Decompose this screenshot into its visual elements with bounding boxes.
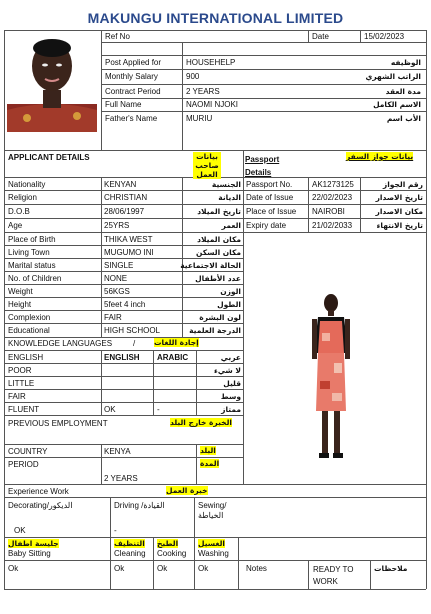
lang-fluent-ar: ممتاز: [221, 405, 241, 414]
living-town-value: MUGUMO INI: [104, 248, 154, 257]
country-value: KENYA: [104, 447, 131, 456]
contract-label-ar: مدة العقد: [385, 87, 421, 96]
issue-date-label: Date of Issue: [246, 193, 294, 202]
children-label: No. of Children: [8, 274, 62, 283]
languages-title-ar: إجادة اللغات: [154, 338, 199, 347]
ref-no-label: Ref No: [105, 32, 130, 41]
complexion-value: FAIR: [104, 313, 122, 322]
age-label: Age: [8, 221, 23, 230]
country-label-ar: البلد: [200, 446, 216, 455]
birth-place-value: THIKA WEST: [104, 235, 153, 244]
salary-value: 900: [186, 72, 200, 81]
birth-place-label-ar: مكان الميلاد: [197, 235, 241, 244]
marital-status-label: Marital status: [8, 261, 56, 270]
applicant-details-title: APPLICANT DETAILS: [8, 153, 90, 162]
passport-details-title: Passport Details: [245, 155, 280, 177]
full-body-photo: [306, 293, 356, 463]
period-label: PERIOD: [8, 460, 39, 469]
expiry-date-label-ar: تاريخ الانتهاء: [376, 221, 423, 230]
living-town-label: Living Town: [8, 248, 50, 257]
lang-poor-label: POOR: [8, 366, 32, 375]
height-label: Height: [8, 300, 32, 309]
period-label-ar: المدة: [200, 459, 220, 468]
lang-poor-ar: لا شيء: [214, 366, 241, 375]
lang-col-english: ENGLISH: [104, 353, 140, 362]
baby-sitting-value: Ok: [8, 564, 19, 573]
weight-label: Weight: [8, 287, 33, 296]
height-value: 5feet 4 inch: [104, 300, 146, 309]
experience-title: Experience Work: [8, 487, 69, 496]
lang-fair-ar: وسط: [220, 392, 241, 401]
age-value: 25YRS: [104, 221, 130, 230]
birth-place-label: Place of Birth: [8, 235, 56, 244]
dob-label: D.O.B: [8, 207, 30, 216]
weight-label-ar: الوزن: [220, 287, 241, 296]
marital-status-value: SINGLE: [104, 261, 134, 270]
salary-label: Monthly Salary: [105, 72, 158, 81]
expiry-date-label: Expiry date: [246, 221, 287, 230]
portrait-photo: [7, 32, 97, 132]
previous-employment-ar: الخبرة خارج البلد: [170, 418, 232, 427]
nationality-label-ar: الجنسية: [211, 180, 241, 189]
education-label: Educational: [8, 326, 50, 335]
nationality-label: Nationality: [8, 180, 46, 189]
religion-label-ar: الديانة: [218, 193, 241, 202]
contract-value: 2 YEARS: [186, 87, 220, 96]
previous-employment-label: PREVIOUS EMPLOYMENT: [8, 419, 108, 428]
marital-status-label-ar: الحالة الاجتماعية: [180, 261, 241, 270]
lang-col-arabic: ARABIC: [157, 353, 189, 362]
children-value: NONE: [104, 274, 128, 283]
experience-title-ar: خبرة العمل: [166, 486, 208, 495]
complexion-label-ar: لون البشرة: [199, 313, 241, 322]
dob-label-ar: تاريخ الميلاد: [197, 207, 241, 216]
notes-value: READY TO WORK: [313, 565, 354, 586]
washing-value: Ok: [198, 564, 209, 573]
complexion-label: Complexion: [8, 313, 51, 322]
passport-no-label-ar: رقم الجواز: [382, 180, 423, 189]
cleaning-label: Cleaning: [114, 549, 146, 558]
issue-place-label-ar: مكان الاصدار: [375, 207, 423, 216]
driving-value: -: [114, 526, 117, 535]
lang-fluent-arabic: -: [157, 405, 160, 414]
lang-fluent-label: FLUENT: [8, 405, 40, 414]
father-name-label: Father's Name: [105, 114, 158, 123]
date-value: 15/02/2023: [364, 32, 405, 41]
lang-little-label: LITTLE: [8, 379, 35, 388]
languages-title: KNOWLEDGE LANGUAGES: [8, 339, 113, 348]
father-name-label-ar: الأب اسم: [386, 114, 421, 123]
education-label-ar: الدرجة العلمية: [189, 326, 241, 335]
living-town-label-ar: مكان السكن: [196, 248, 241, 257]
cooking-value: Ok: [157, 564, 168, 573]
expiry-date-value: 21/02/2033: [312, 221, 353, 230]
religion-value: CHRISTIAN: [104, 193, 148, 202]
sewing-label: Sewing/ الخياطة: [198, 501, 227, 520]
cleaning-ar: التنظيف: [114, 539, 145, 548]
age-label-ar: العمر: [221, 221, 241, 230]
education-value: HIGH SCHOOL: [104, 326, 161, 335]
dob-value: 28/06/1997: [104, 207, 145, 216]
date-label: Date: [312, 32, 329, 41]
father-name-value: MURIU: [186, 114, 213, 123]
applicant-details-title-ar: بيانات صاحب العمل: [193, 152, 221, 179]
issue-place-value: NAIROBI: [312, 207, 345, 216]
full-name-value: NAOMI NJOKI: [186, 100, 239, 109]
company-title: MAKUNGU INTERNATIONAL LIMITED: [87, 10, 344, 26]
issue-place-label: Place of Issue: [246, 207, 297, 216]
baby-sitting-label: Baby Sitting: [8, 549, 51, 558]
salary-label-ar: الراتب الشهري: [365, 72, 421, 81]
contract-label: Contract Period: [105, 87, 161, 96]
baby-sitting-ar: جليسة اطفال: [8, 539, 59, 548]
washing-ar: الغسيل: [198, 539, 226, 548]
full-name-label: Full Name: [105, 100, 142, 109]
post-label: Post Applied for: [105, 58, 162, 67]
notes-label-ar: ملاحظات: [374, 564, 408, 573]
lang-fair-label: FAIR: [8, 392, 26, 401]
height-label-ar: الطول: [217, 300, 241, 309]
washing-label: Washing: [198, 549, 229, 558]
languages-slash: /: [133, 339, 136, 348]
driving-label: Driving /القيادة: [114, 501, 165, 510]
religion-label: Religion: [8, 193, 37, 202]
cooking-label: Cooking: [157, 549, 187, 558]
nationality-value: KENYAN: [104, 180, 137, 189]
lang-little-ar: قليل: [223, 379, 241, 388]
cleaning-value: Ok: [114, 564, 125, 573]
passport-no-label: Passport No.: [246, 180, 293, 189]
post-label-ar: الوظيفه: [390, 58, 421, 67]
children-label-ar: عدد الأطفال: [195, 274, 241, 283]
notes-label: Notes: [246, 564, 267, 573]
lang-row-english-label: ENGLISH: [8, 353, 44, 362]
issue-date-value: 22/02/2023: [312, 193, 353, 202]
post-value: HOUSEHELP: [186, 58, 236, 67]
period-value: 2 YEARS: [104, 474, 138, 483]
weight-value: 56KGS: [104, 287, 130, 296]
passport-details-title-ar: بيانات جواز السفر: [346, 152, 414, 161]
full-name-label-ar: الاسم الكامل: [373, 100, 421, 109]
issue-date-label-ar: تاريخ الاصدار: [375, 193, 423, 202]
cooking-ar: الطبخ: [157, 539, 179, 548]
lang-col-ar: عربي: [220, 353, 241, 362]
decorating-label: Decorating/الديكور: [8, 501, 73, 510]
lang-fluent-english: OK: [104, 405, 116, 414]
passport-no-value: AK1273125: [312, 180, 354, 189]
decorating-value: OK: [14, 526, 26, 535]
country-label: COUNTRY: [8, 447, 48, 456]
